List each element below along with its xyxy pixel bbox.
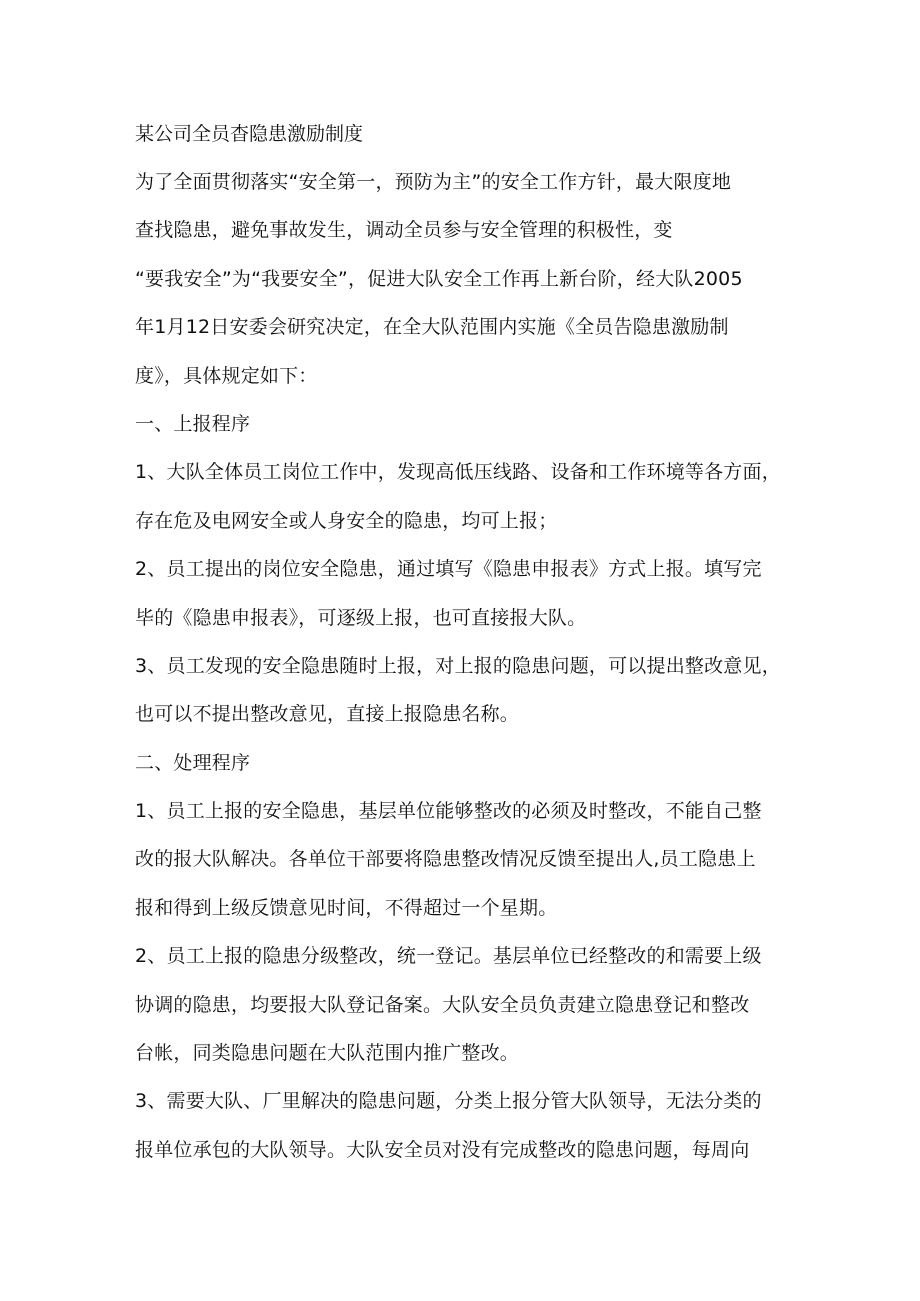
text-line: 存在危及电网安全或人身安全的隐患，均可上报； (135, 509, 558, 532)
text-line: 年1月12日安委会研究决定，在全大队范围内实施《全员告隐患激励制 (135, 316, 729, 339)
text-line: 报单位承包的大队领导。大队安全员对没有完成整改的隐患问题，每周向 (135, 1138, 750, 1161)
text-line: 3、需要大队、厂里解决的隐患问题，分类上报分管大队领导，无法分类的 (135, 1090, 762, 1113)
document-body (135, 110, 795, 1174)
text-line: 3、员工发现的安全隐患随时上报，对上报的隐患问题，可以提出整改意见， (135, 654, 781, 677)
section-heading: 一、上报程序 (135, 412, 251, 435)
text-line: 台帐，同类隐患问题在大队范围内推广整改。 (135, 1042, 520, 1065)
text-line: 协调的隐患，均要报大队登记备案。大队安全员负责建立隐患登记和整改 (135, 993, 750, 1016)
text-line: “要我安全”为“我要安全”，促进大队安全工作再上新台阶，经大队2005 (135, 267, 743, 290)
document-title: 某公司全员杳隐患激励制度 (135, 123, 364, 145)
section-heading: 二、处理程序 (135, 751, 251, 774)
text-line: 1、员工上报的安全隐患，基层单位能够整改的必须及时整改，不能自己整 (135, 800, 762, 823)
text-line: 毕的《隐患申报表》，可逐级上报，也可直接报大队。 (135, 606, 587, 629)
text-line: 2、员工上报的隐患分级整改，统一登记。基层单位已经整改的和需要上级 (135, 945, 762, 968)
text-line: 1、大队全体员工岗位工作中，发现高低压线路、设备和工作环境等各方面， (135, 461, 781, 484)
text-line: 度》，具体规定如下： (135, 364, 318, 387)
text-line: 也可以不提出整改意见，直接上报隐患名称。 (135, 703, 520, 726)
text-line: 报和得到上级反馈意见时间，不得超过一个星期。 (135, 896, 558, 919)
text-line: 2、员工提出的岗位安全隐患，通过填写《隐患申报表》方式上报。填写完 (135, 558, 762, 581)
text-line: 为了全面贯彻落实“安全第一，预防为主”的安全工作方针，最大限度地 (135, 171, 732, 193)
text-line: 查找隐患，避免事故发生，调动全员参与安全管理的积极性，变 (135, 219, 673, 242)
text-line: 改的报大队解决。各单位干部要将隐患整改情况反馈至提出人,员工隐患上 (135, 848, 756, 871)
